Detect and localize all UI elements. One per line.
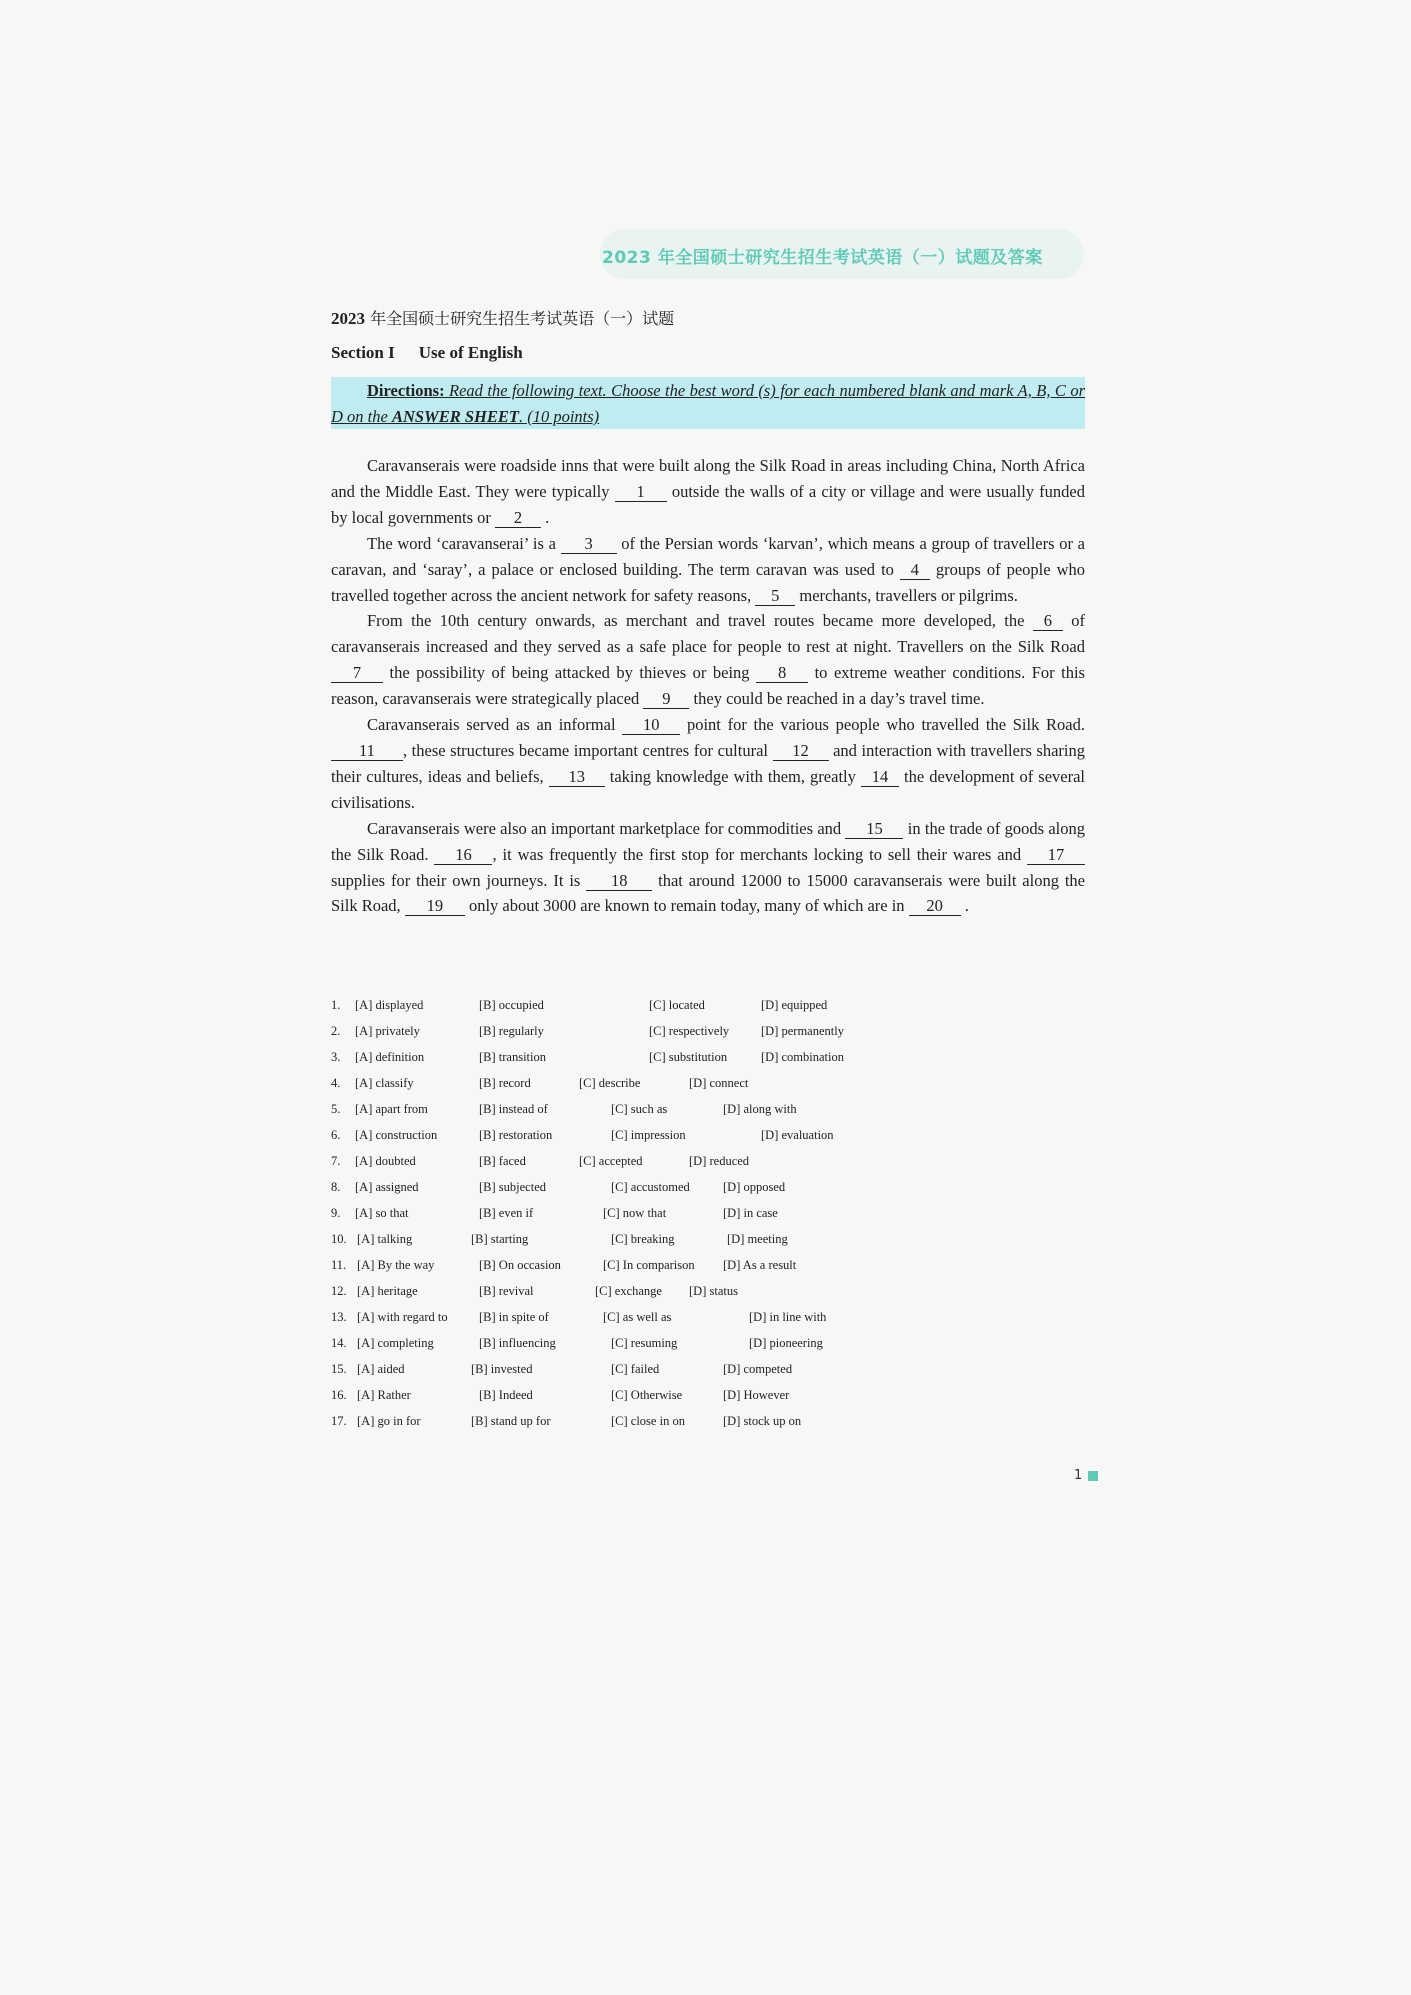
option-choice: [A] classify [355, 1076, 414, 1090]
text-run: . [960, 896, 969, 916]
option-choice: [D] combination [761, 1050, 844, 1064]
option-choice: [B] transition [479, 1050, 547, 1064]
option-choice: [A] doubted [355, 1154, 416, 1168]
option-choice: [C] exchange [595, 1284, 662, 1298]
option-number: 5. [331, 1102, 341, 1116]
option-choice: [B] faced [479, 1154, 526, 1168]
option-choice: [A] assigned [355, 1180, 419, 1194]
text-run: The word ‘caravanserai’ is a [367, 533, 561, 553]
text-run: the possibility of being attacked by thieves or being [383, 663, 757, 683]
option-choice: [D] evaluation [761, 1128, 834, 1142]
blank: 7 [331, 664, 383, 683]
option-row [331, 1024, 891, 1050]
text-run: outside the walls of a city or village and were usually funded by local governments or [331, 481, 1086, 527]
option-row [331, 1154, 891, 1180]
passage [331, 453, 1085, 919]
blank: 3 [561, 535, 617, 554]
option-choice: [A] completing [357, 1336, 434, 1350]
option-number: 8. [331, 1180, 341, 1194]
paragraph-5 [331, 816, 1085, 920]
option-row [331, 1388, 891, 1414]
option-choice: [A] By the way [357, 1258, 435, 1272]
option-choice: [B] stand up for [471, 1414, 551, 1428]
directions-label: Directions: [367, 381, 445, 400]
option-choice: [D] competed [723, 1362, 793, 1376]
blank: 6 [1033, 612, 1063, 631]
text-run: of the Persian words ‘karvan’, which means a group of travellers or a caravan, and ‘saray’, a palace or enclosed building. The term caravan was used to [331, 533, 1085, 579]
option-row [331, 1206, 891, 1232]
text-run: that around 12000 to 15000 caravanserais were built along the Silk Road, [331, 870, 1085, 916]
option-choice: [A] displayed [355, 998, 424, 1012]
option-row [331, 1414, 891, 1440]
option-choice: [C] accepted [579, 1154, 643, 1168]
option-choice: [A] construction [355, 1128, 438, 1142]
option-row [331, 1258, 891, 1284]
option-number: 2. [331, 1024, 341, 1038]
blank: 20 [909, 897, 961, 916]
blank: 9 [643, 690, 689, 709]
option-number: 14. [331, 1336, 347, 1350]
answer-sheet-label: ANSWER SHEET [391, 407, 519, 426]
option-choice: [C] impression [611, 1128, 686, 1142]
blank: 10 [622, 716, 680, 735]
text-run: Caravanserais were roadside inns that were built along the Silk Road in areas including China, North Africa and the Middle East. They were typically [331, 456, 1085, 501]
blank: 19 [405, 897, 465, 916]
option-number: 3. [331, 1050, 341, 1064]
option-row [331, 1102, 891, 1128]
directions-text: Read the following text. Choose the best word (s) for each numbered blank and mark A, B, C or D on the [331, 381, 1085, 426]
option-choice: [B] record [479, 1076, 531, 1090]
option-number: 6. [331, 1128, 341, 1142]
option-choice: [C] now that [603, 1206, 667, 1220]
option-number: 17. [331, 1414, 347, 1428]
option-choice: [B] regularly [479, 1024, 544, 1038]
option-number: 10. [331, 1232, 347, 1246]
option-choice: [B] even if [479, 1206, 534, 1220]
blank: 1 [615, 483, 667, 502]
option-row [331, 1310, 891, 1336]
blank: 8 [756, 664, 808, 683]
option-choice: [B] instead of [479, 1102, 548, 1116]
option-choice: [A] with regard to [357, 1310, 448, 1324]
option-row [331, 1050, 891, 1076]
option-choice: [B] subjected [479, 1180, 546, 1194]
text-run: Caravanserais served as an informal [367, 715, 623, 735]
document-title-text: 年全国硕士研究生招生考试英语（一）试题 [365, 309, 675, 328]
option-choice: [C] accustomed [611, 1180, 690, 1194]
option-choice: [C] In comparison [603, 1258, 695, 1272]
option-row [331, 1180, 891, 1206]
option-choice: [D] permanently [761, 1024, 844, 1038]
text-run: From the 10th century onwards, as merchant and travel routes became more developed, the [367, 611, 1033, 631]
option-choice: [D] connect [689, 1076, 749, 1090]
option-choice: [B] restoration [479, 1128, 553, 1142]
blank: 2 [495, 509, 541, 528]
option-choice: [C] resuming [611, 1336, 678, 1350]
option-choice: [D] along with [723, 1102, 797, 1116]
blank: 18 [586, 872, 652, 891]
header-title: 2023 年全国硕士研究生招生考试英语（一）试题及答案 [602, 248, 1043, 268]
option-choice: [D] stock up on [723, 1414, 802, 1428]
text-run: point for the various people who travelled the Silk Road. [680, 715, 1085, 735]
text-run: they could be reached in a day’s travel time. [689, 689, 985, 709]
blank: 13 [549, 768, 605, 787]
option-choice: [B] Indeed [479, 1388, 533, 1402]
option-choice: [C] breaking [611, 1232, 675, 1246]
blank: 15 [845, 820, 903, 839]
option-choice: [B] starting [471, 1232, 529, 1246]
option-choice: [C] Otherwise [611, 1388, 683, 1402]
option-row [331, 1076, 891, 1102]
option-number: 4. [331, 1076, 341, 1090]
option-choice: [C] respectively [649, 1024, 730, 1038]
option-choice: [D] reduced [689, 1154, 750, 1168]
option-number: 15. [331, 1362, 347, 1376]
page-number: 1 [1074, 1468, 1083, 1483]
option-choice: [A] talking [357, 1232, 413, 1246]
text-run: taking knowledge with them, greatly [604, 766, 861, 786]
option-row [331, 1336, 891, 1362]
option-choice: [D] opposed [723, 1180, 786, 1194]
text-run: in the trade of goods along the Silk Road. [331, 818, 1085, 864]
option-choice: [C] located [649, 998, 705, 1012]
paragraph-1 [331, 453, 1085, 531]
option-choice: [C] substitution [649, 1050, 728, 1064]
option-choice: [A] go in for [357, 1414, 421, 1428]
option-number: 13. [331, 1310, 347, 1324]
option-row [331, 1362, 891, 1388]
option-row [331, 1232, 891, 1258]
option-choice: [C] as well as [603, 1310, 672, 1324]
option-choice: [D] meeting [727, 1232, 788, 1246]
section-heading [331, 343, 523, 363]
option-choice: [C] failed [611, 1362, 660, 1376]
text-run: the development of several civilisations. [331, 766, 1085, 812]
text-run: supplies for their own journeys. It is [331, 870, 587, 890]
directions [331, 378, 1085, 430]
option-choice: [D] As a result [723, 1258, 797, 1272]
blank: 12 [773, 742, 829, 761]
option-choice: [C] such as [611, 1102, 668, 1116]
option-row [331, 1128, 891, 1154]
blank: 4 [900, 561, 930, 580]
text-run: Caravanserais were also an important marketplace for commodities and [367, 818, 846, 838]
option-choice: [A] so that [355, 1206, 409, 1220]
page-marker-icon [1088, 1471, 1098, 1481]
option-number: 1. [331, 998, 341, 1012]
option-choice: [A] privately [355, 1024, 420, 1038]
answer-options [331, 998, 891, 1440]
text-run: merchants, travellers or pilgrims. [795, 585, 1018, 605]
text-run: , it was frequently the first stop for merchants locking to sell their wares and [492, 844, 1027, 864]
blank: 11 [331, 742, 403, 761]
option-choice: [D] status [689, 1284, 738, 1298]
option-row [331, 998, 891, 1024]
option-choice: [D] in case [723, 1206, 778, 1220]
option-choice: [D] However [723, 1388, 790, 1402]
option-choice: [B] On occasion [479, 1258, 561, 1272]
text-run: to extreme weather conditions. For this reason, caravanserais were strategically placed [331, 663, 1085, 709]
blank: 14 [861, 768, 899, 787]
option-number: 9. [331, 1206, 341, 1220]
option-choice: [A] Rather [357, 1388, 411, 1402]
paragraph-3 [331, 608, 1085, 712]
option-number: 11. [331, 1258, 347, 1272]
option-choice: [D] pioneering [749, 1336, 823, 1350]
option-choice: [A] heritage [357, 1284, 418, 1298]
paragraph-2 [331, 531, 1085, 609]
document-title [331, 306, 674, 329]
directions-points: . (10 points) [518, 407, 600, 426]
option-choice: [C] describe [579, 1076, 641, 1090]
section-label: Section I [331, 343, 395, 362]
option-choice: [B] in spite of [479, 1310, 549, 1324]
option-row [331, 1284, 891, 1310]
text-run: . [541, 507, 550, 527]
paragraph-4 [331, 712, 1085, 816]
option-choice: [B] influencing [479, 1336, 556, 1350]
option-choice: [D] equipped [761, 998, 828, 1012]
blank: 17 [1027, 846, 1085, 865]
text-run: and interaction with travellers sharing their cultures, ideas and beliefs, [331, 740, 1086, 786]
option-choice: [A] definition [355, 1050, 425, 1064]
option-choice: [B] revival [479, 1284, 534, 1298]
text-run: groups of people who travelled together across the ancient network for safety reasons, [331, 559, 1085, 605]
option-choice: [A] aided [357, 1362, 405, 1376]
option-choice: [C] close in on [611, 1414, 685, 1428]
text-run: of caravanserais increased and they served as a safe place for people to rest at night. Travellers on the Silk Road [331, 611, 1085, 657]
option-choice: [D] in line with [749, 1310, 827, 1324]
option-choice: [B] invested [471, 1362, 533, 1376]
option-number: 12. [331, 1284, 347, 1298]
blank: 5 [755, 587, 795, 606]
text-run: only about 3000 are known to remain today, many of which are in [464, 896, 909, 916]
option-number: 7. [331, 1154, 341, 1168]
option-choice: [B] occupied [479, 998, 544, 1012]
text-run: , these structures became important centres for cultural [403, 740, 773, 760]
option-number: 16. [331, 1388, 347, 1402]
blank: 16 [434, 846, 492, 865]
section-name: Use of English [418, 343, 523, 362]
option-choice: [A] apart from [355, 1102, 428, 1116]
document-title-year: 2023 [331, 309, 365, 328]
